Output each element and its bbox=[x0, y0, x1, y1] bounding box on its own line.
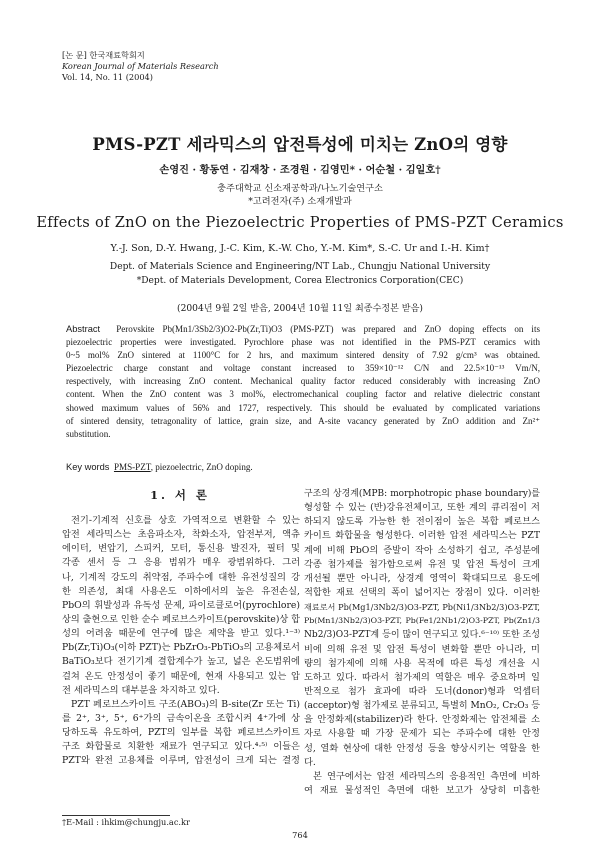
abstract-line: piezoelectric properties were investigated. Pyrochlore phase was not identified in the PMS-PZT ceramics with bbox=[66, 337, 540, 348]
title-english: Effects of ZnO on the Piezoelectric Properties of PMS-PZT Ceramics bbox=[36, 214, 564, 231]
keywords-rest: , piezoelectric, ZnO doping. bbox=[150, 462, 253, 472]
page-number: 764 bbox=[292, 830, 308, 840]
body-line: Nb2/3)O3-PZT계 등이 많이 연구되고 있다.⁶⁻¹⁰⁾ 또한 조성 bbox=[304, 630, 540, 641]
body-line: 형성할 수 있는 (반)강유전체이고, 또한 계의 큐리점이 저 bbox=[304, 502, 540, 514]
abstract-line: Abstract Perovskite Pb(Mn1/3Sb2/3)O2-Pb(Zr,Ti)O3 (PMS-PZT) was prepared and ZnO doping effects on its bbox=[66, 324, 540, 334]
journal-name: Korean Journal of Materials Research bbox=[62, 61, 219, 71]
body-line: 본 연구에서는 압전 세라믹스의 응용적인 측면에 비하 bbox=[313, 770, 540, 782]
abstract-line: showed maximum values of 56% and 1727, respectively. This should be evaluated by complicated variations bbox=[66, 402, 540, 413]
body-line: 상의 출현으로 인한 순수 페로브스카이트(perovskite)상 합 bbox=[62, 614, 300, 625]
journal-category: [논 문] 한국재료학회지 bbox=[62, 50, 145, 60]
body-line: 자로 사용할 때 가장 문제가 되는 주파수에 대한 안정 bbox=[304, 728, 540, 740]
authors-english: Y.-J. Son, D.-Y. Hwang, J.-C. Kim, K.-W. Cho, Y.-M. Kim*, S.-C. Ur and I.-H. Kim† bbox=[110, 243, 490, 254]
body-line: 구조의 상경계(MPB: morphotropic phase boundary)를 bbox=[304, 489, 540, 499]
body-line: 압전 세라믹스는 초음파소자, 착화소자, 압전부저, 액츄 bbox=[62, 529, 300, 541]
abstract-label: Abstract bbox=[66, 324, 101, 334]
body-line: 을 안정화제(stabilizer)라 한다. 안정화제는 압전체를 소 bbox=[304, 714, 540, 726]
abstract bbox=[66, 323, 540, 441]
body-line: 적합한 재료 선택의 폭이 넓어지는 장점이 있다. 이러한 bbox=[304, 586, 540, 598]
abstract-line: content. When the ZnO content was 3 mol%, electromechanical coupling factor and relative dielectric constant bbox=[66, 389, 540, 400]
body-line: 계에 비해 PbO의 증발이 작아 소성하기 쉽고, 주성분에 bbox=[304, 544, 540, 556]
body-column-left bbox=[62, 514, 300, 769]
footnote-email: †E-Mail : ihkim@chungju.ac.kr bbox=[62, 817, 190, 827]
body-line: 나, 기계적 강도의 취약점, 주파수에 대한 유전성질의 강 bbox=[62, 571, 300, 583]
body-line: 한 의존성, 최대 사용온도 이하에서의 높은 유전손실, bbox=[62, 585, 300, 597]
body-line: 를 2⁺, 3⁺, 5⁺, 6⁺가의 금속이온을 조합시켜 4⁺가에 상 bbox=[62, 712, 300, 724]
body-line: 비에 의해 유전 및 압전 특성이 변화할 뿐만 아니라, 미 bbox=[304, 643, 540, 655]
body-line: Pb(Zr,Ti)O₃(이하 PZT)는 PbZrO₃-PbTiO₃의 고용체로서 bbox=[62, 642, 300, 654]
body-line: PZT와 완전 고용체를 이루며, 압전성이 크게 되는 결정 bbox=[62, 755, 300, 767]
authors-korean: 손영진 · 황동연 · 김재창 · 조경원 · 김영민* · 어순철 · 김일호† bbox=[159, 164, 441, 176]
abstract-line: Piezoelectric charge constant and voltage constant increased to 359×10⁻¹² C/N and 22.5×10⁻¹³ Vm/N, bbox=[66, 363, 540, 374]
abstract-line: respectively, with increasing ZnO content. Mechanical quality factor reduced considerably with increasing ZnO bbox=[66, 376, 540, 387]
body-line: 걸쳐 온도 안정성이 좋기 때문에, 현재 사용되고 있는 압 bbox=[62, 670, 300, 682]
keywords-label: Key words bbox=[66, 462, 110, 472]
body-line: 당하도록 유도하여, PZT의 일부를 복합 페로브스카이트 bbox=[62, 727, 300, 739]
body-line: 개선될 뿐만 아니라, 상경계 영역이 확대되므로 용도에 bbox=[304, 572, 540, 584]
abstract-line: substitution. bbox=[66, 428, 111, 439]
footnote-divider bbox=[62, 815, 170, 816]
body-line: 구조 화합물로 치환한 재료가 연구되고 있다.⁴·⁵⁾ 이들은 bbox=[62, 741, 300, 753]
affiliation-english-2: *Dept. of Materials Development, Corea Electronics Corporation(CEC) bbox=[136, 276, 464, 286]
abstract-line: 0~5 mol% ZnO sintered at 1100°C for 2 hrs, and maximum sintered density of 7.92 g/cm³ was obtained. bbox=[66, 350, 540, 361]
body-line: 에이터, 변압기, 스피커, 모터, 통신용 발진자, 필터 및 bbox=[62, 543, 300, 555]
body-line: 전기-기계적 신호를 상호 가역적으로 변환할 수 있는 bbox=[71, 515, 300, 526]
body-line: 카이트 화합물을 형성한다. 이러한 압전 세라믹스는 PZT bbox=[304, 530, 540, 542]
body-line: 성, 열화 현상에 대한 안정성 등을 향상시키는 역할을 한 bbox=[304, 742, 540, 754]
keywords bbox=[66, 462, 253, 472]
abstract-line: of sintered density, tetragonality of lattice, grain size, and A-site vacancy generated by ZnO addition and Zn²⁺ bbox=[66, 415, 540, 426]
journal-volume: Vol. 14, No. 11 (2004) bbox=[62, 72, 153, 82]
body-line: 도하고 있다. 따라서 첨가제의 역할은 매우 중요하며 일 bbox=[304, 671, 540, 683]
body-line: 량의 첨가제에 의해 사용 목적에 따른 특성 개선을 시 bbox=[304, 657, 540, 669]
body-column-right bbox=[304, 487, 540, 798]
body-line: 반적으로 첨가 효과에 따라 도너(donor)형과 억셉터 bbox=[304, 685, 540, 697]
affiliation-korean-1: 충주대학교 신소재공학과/나노기술연구소 bbox=[217, 183, 383, 194]
body-line: Pb(Mn1/3Nb2/3)O3-PZT, Pb(Fe1/2Nb1/2)O3-PZT, Pb(Zn1/3 bbox=[304, 616, 540, 626]
section-heading: 1. 서 론 bbox=[150, 488, 210, 502]
title-korean: PMS-PZT 세라믹스의 압전특성에 미치는 ZnO의 영향 bbox=[92, 135, 508, 154]
body-line: 여 재료 물성적인 측면에 대한 보고가 상당히 미흡한 bbox=[304, 784, 540, 796]
body-line: 전 세라믹스의 대부분을 차지하고 있다. bbox=[62, 684, 220, 696]
body-line: 각종 첨가제를 첨가함으로써 유전 및 압전 특성이 크게 bbox=[304, 558, 540, 570]
body-line: 성의 어려움 때문에 연구에 많은 제약을 받고 있다.¹⁻³⁾ bbox=[62, 628, 300, 640]
body-line: 각종 센서 등 그 응용 범위가 매우 광범위하다. 그러 bbox=[62, 557, 300, 569]
body-line: BaTiO₃보다 전기기계 결합계수가 높고, 넓은 온도범위에 bbox=[62, 656, 300, 668]
body-line: PZT 페로브스카이트 구조(ABO₃)의 B-site(Zr 또는 Ti) bbox=[71, 698, 300, 710]
journal-header bbox=[62, 50, 219, 83]
body-line: PbO의 휘발성과 유독성 문제, 파이로클로어(pyrochlore) bbox=[62, 599, 300, 611]
keyword-highlight: PMS-PZT bbox=[113, 462, 151, 472]
affiliation-korean-2: *고려전자(주) 소재개발과 bbox=[248, 196, 352, 207]
affiliation-english-1: Dept. of Materials Science and Engineering/NT Lab., Chungju National University bbox=[109, 262, 491, 272]
received-dates: (2004년 9월 2일 받음, 2004년 10월 11일 최종수정본 받음) bbox=[177, 304, 423, 314]
body-line: (acceptor)형 첨가제로 분류되고, 특별히 MnO₂, Cr₂O₃ 등 bbox=[304, 701, 540, 712]
body-line: 다. bbox=[304, 756, 316, 768]
body-line: 재료로서 Pb(Mg1/3Nb2/3)O3-PZT, Pb(Ni1/3Nb2/3)O3-PZT, bbox=[304, 602, 540, 613]
body-line: 하되지 않도록 가능한 한 전이점이 높은 복합 페로브스 bbox=[304, 516, 540, 528]
